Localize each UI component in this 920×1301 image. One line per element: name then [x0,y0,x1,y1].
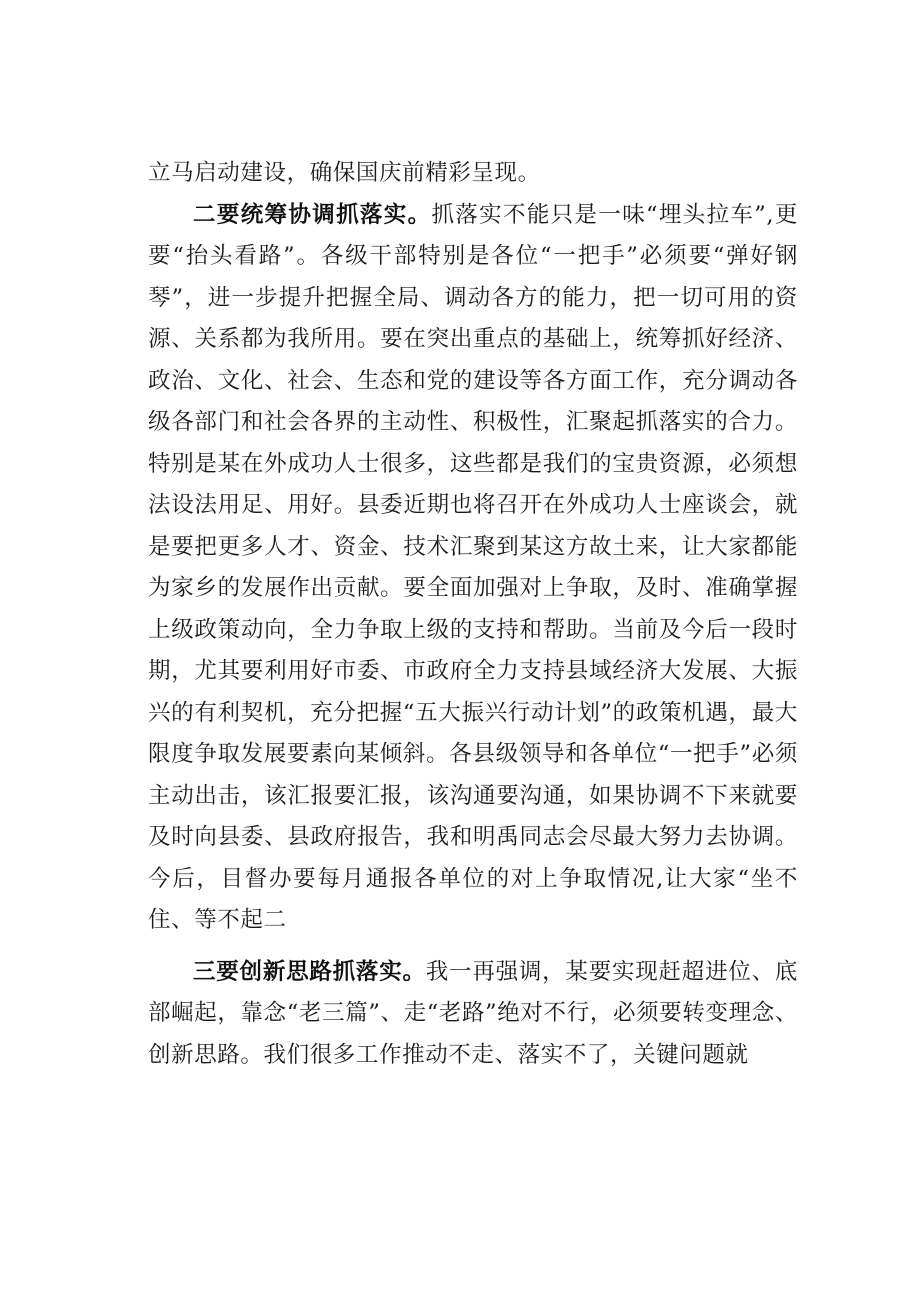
paragraph-3 [148,952,798,1077]
paragraph-2 [148,195,798,942]
paragraph-1 [148,153,798,195]
paragraph-2-heading: 二要统筹协调抓落实。 [193,201,432,228]
paragraph-3-text: 我一再强调，某要实现赶超进位、底部崛起，靠念“老三篇”、走“老路”绝对不行，必须要转变理念、创新思路。我们很多工作推动不走、落实不了，关键问题就 [148,958,798,1068]
paragraph-2-text: 抓落实不能只是一味“埋头拉车”,更要“抬头看路”。各级干部特别是各位“一把手”必须要“弹好钢琴”，进一步提升把握全局、调动各方的能力，把一切可用的资源、关系都为我所用。要在突出重点的基础上，统筹抓好经济、政治、文化、社会、生态和党的建设等各方面工作，充分调动各级各部门和社会各界的主动性、积极性，汇聚起抓落实的合力。特别是某在外成功人士很多，这些都是我们的宝贵资源，必须想法设法用足、用好。县委近期也将召开在外成功人士座谈会，就是要把更多人才、资金、技术汇聚到某这方故土来，让大家都能为家乡的发展作出贡献。要全面加强对上争取，及时、准确掌握上级政策动向，全力争取上级的支持和帮助。当前及今后一段时期，尤其要利用好市委、市政府全力支持县域经济大发展、大振兴的有利契机，充分把握“五大振兴行动计划”的政策机遇，最大限度争取发展要素向某倾斜。各县级领导和各单位“一把手”必须主动出击，该汇报要汇报，该沟通要沟通，如果协调不下来就要及时向县委、县政府报告，我和明禹同志会尽最大努力去协调。今后，目督办要每月通报各单位的对上争取情况,让大家“坐不住、等不起二 [148,201,798,933]
paragraph-3-heading: 三要创新思路抓落实。 [193,958,426,985]
paragraph-1-text: 立马启动建设，确保国庆前精彩呈现。 [148,160,541,186]
document-body [148,153,798,1076]
